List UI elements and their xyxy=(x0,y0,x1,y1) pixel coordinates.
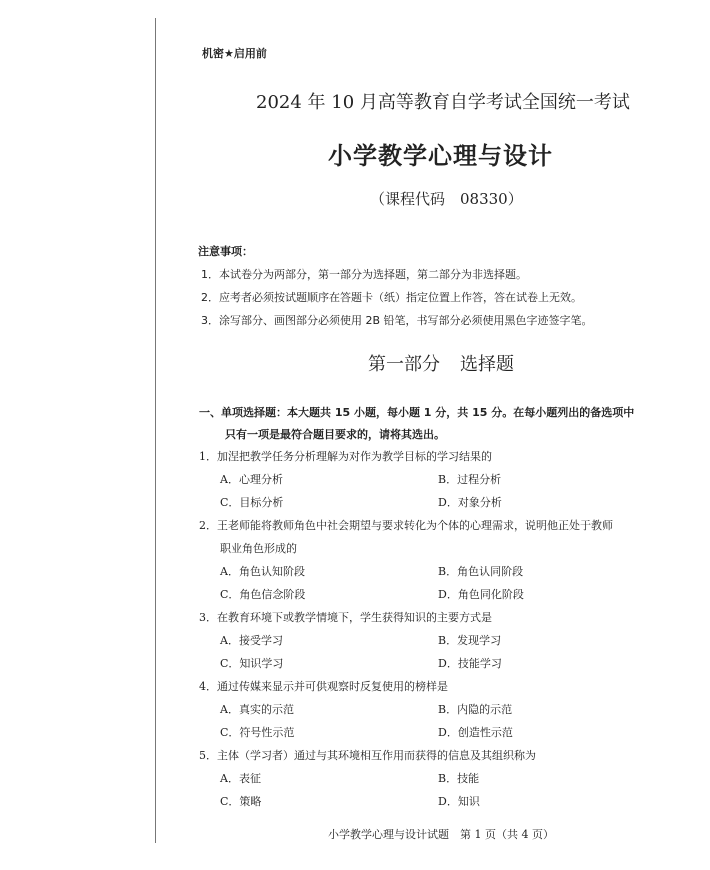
option-d: D．技能学习 xyxy=(438,657,502,670)
page-footer: 小学教学心理与设计试题 第 1 页（共 4 页） xyxy=(328,828,554,841)
section-instruction-line1: 一、单项选择题：本大题共 15 小题，每小题 1 分，共 15 分。在每小题列出的备选项中 xyxy=(199,406,635,419)
question-stem: 4．通过传媒来显示并可供观察时反复使用的榜样是 xyxy=(199,680,448,693)
question-stem: 1．加涅把教学任务分析理解为对作为教学目标的学习结果的 xyxy=(199,450,492,463)
part-one-subtitle: 选择题 xyxy=(460,354,514,375)
notice-item: 1．本试卷分为两部分，第一部分为选择题，第二部分为非选择题。 xyxy=(201,268,527,281)
question-stem: 3．在教育环境下或教学情境下，学生获得知识的主要方式是 xyxy=(199,611,492,624)
part-one-title: 第一部分 xyxy=(368,354,440,375)
part-one-heading xyxy=(368,350,514,376)
option-a: A．表征 xyxy=(220,772,261,785)
exam-title: 2024 年 10 月高等教育自学考试全国统一考试 xyxy=(256,92,630,113)
question-stem-continuation: 职业角色形成的 xyxy=(220,542,297,555)
question-stem: 2．王老师能将教师角色中社会期望与要求转化为个体的心理需求，说明他正处于教师 xyxy=(199,519,613,532)
option-d: D．对象分析 xyxy=(438,496,502,509)
subject-title: 小学教学心理与设计 xyxy=(328,141,553,170)
option-c: C．符号性示范 xyxy=(220,726,295,739)
option-c: C．目标分析 xyxy=(220,496,284,509)
binding-margin-line xyxy=(155,18,156,843)
option-a: A．心理分析 xyxy=(220,473,283,486)
course-code: （课程代码 08330） xyxy=(370,190,523,208)
option-c: C．角色信念阶段 xyxy=(220,588,306,601)
notes-title: 注意事项： xyxy=(198,245,253,258)
option-d: D．角色同化阶段 xyxy=(438,588,524,601)
confidential-label: 机密★启用前 xyxy=(202,47,267,60)
section-instruction-line2: 只有一项是最符合题目要求的，请将其选出。 xyxy=(225,428,445,441)
question-stem: 5．主体（学习者）通过与其环境相互作用而获得的信息及其组织称为 xyxy=(199,749,536,762)
option-b: B．内隐的示范 xyxy=(438,703,513,716)
option-a: A．接受学习 xyxy=(220,634,283,647)
option-b: B．角色认同阶段 xyxy=(438,565,524,578)
notice-item: 3．涂写部分、画图部分必须使用 2B 铅笔，书写部分必须使用黑色字迹签字笔。 xyxy=(201,314,593,327)
option-c: C．知识学习 xyxy=(220,657,284,670)
option-d: D．创造性示范 xyxy=(438,726,513,739)
option-c: C．策略 xyxy=(220,795,262,808)
option-a: A．真实的示范 xyxy=(220,703,294,716)
option-a: A．角色认知阶段 xyxy=(220,565,305,578)
option-b: B．发现学习 xyxy=(438,634,502,647)
option-b: B．过程分析 xyxy=(438,473,502,486)
option-d: D．知识 xyxy=(438,795,480,808)
notice-item: 2．应考者必须按试题顺序在答题卡（纸）指定位置上作答，答在试卷上无效。 xyxy=(201,291,582,304)
option-b: B．技能 xyxy=(438,772,480,785)
